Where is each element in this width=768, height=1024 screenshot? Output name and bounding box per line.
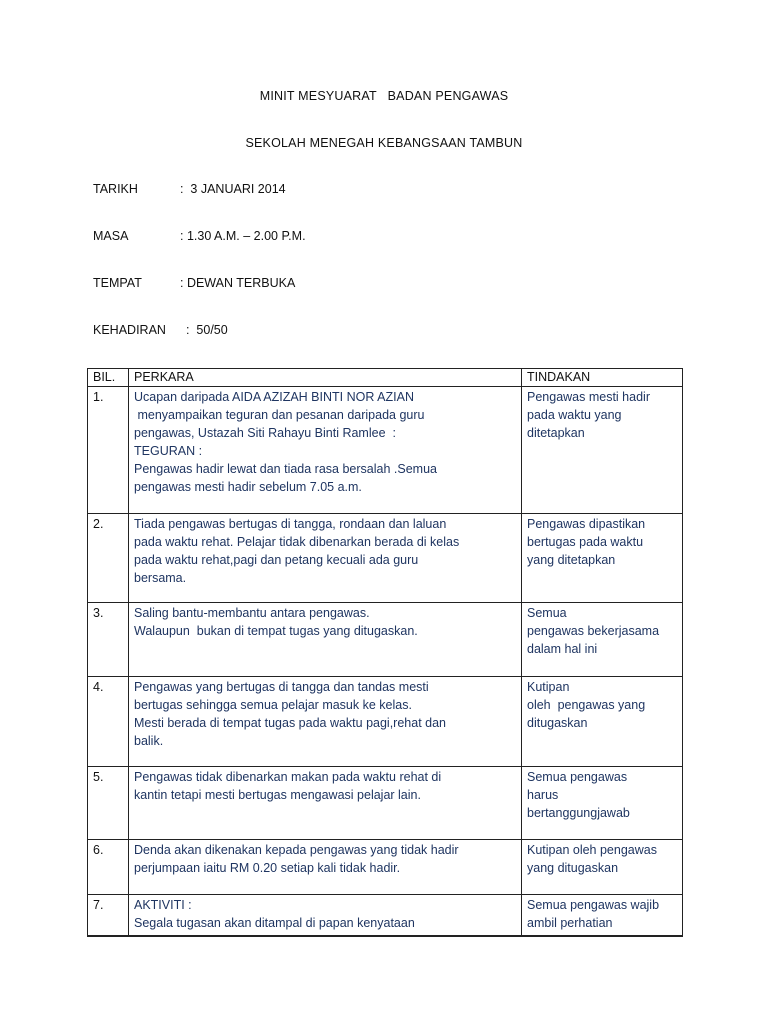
- school-name: SEKOLAH MENEGAH KEBANGSAAN TAMBUN: [245, 136, 523, 150]
- kehadiran-value: : 50/50: [186, 323, 228, 337]
- perkara-line: bertugas sehingga semua pelajar masuk ke kelas.: [134, 698, 412, 712]
- table-row: [88, 387, 683, 514]
- tindakan-line: ambil perhatian: [527, 916, 613, 930]
- tarikh-label: TARIKH: [93, 182, 138, 196]
- perkara-line: Pengawas hadir lewat dan tiada rasa bersalah .Semua: [134, 462, 437, 476]
- tindakan-line: yang ditetapkan: [527, 553, 616, 567]
- row-perkara: [129, 895, 522, 937]
- masa-value: : 1.30 A.M. – 2.00 P.M.: [180, 229, 306, 243]
- perkara-line: kantin tetapi mesti bertugas mengawasi pelajar lain.: [134, 788, 421, 802]
- perkara-line: pengawas, Ustazah Siti Rahayu Binti Ramlee :: [134, 426, 396, 440]
- row-perkara: [129, 514, 522, 603]
- tindakan-line: Kutipan oleh pengawas: [527, 843, 657, 857]
- row-tindakan: [522, 603, 683, 677]
- row-tindakan: [522, 840, 683, 895]
- row-number: 6.: [88, 840, 129, 895]
- row-tindakan: [522, 514, 683, 603]
- row-number: 3.: [88, 603, 129, 677]
- perkara-line: Pengawas yang bertugas di tangga dan tandas mesti: [134, 680, 429, 694]
- table-row: [88, 840, 683, 895]
- tempat-value: : DEWAN TERBUKA: [180, 276, 296, 290]
- tindakan-line: Pengawas dipastikan: [527, 517, 646, 531]
- row-number: 1.: [88, 387, 129, 514]
- table-row: [88, 514, 683, 603]
- tindakan-line: harus: [527, 788, 559, 802]
- row-tindakan: [522, 895, 683, 937]
- perkara-line: Tiada pengawas bertugas di tangga, rondaan dan laluan: [134, 517, 447, 531]
- perkara-line: perjumpaan iaitu RM 0.20 setiap kali tidak hadir.: [134, 861, 401, 875]
- minutes-table: [87, 368, 683, 937]
- perkara-line: AKTIVITI :: [134, 898, 192, 912]
- row-tindakan: [522, 677, 683, 767]
- tindakan-line: dalam hal ini: [527, 642, 598, 656]
- row-perkara: [129, 840, 522, 895]
- header-bil: BIL.: [88, 369, 129, 387]
- perkara-line: Pengawas tidak dibenarkan makan pada waktu rehat di: [134, 770, 442, 784]
- perkara-line: balik.: [134, 734, 164, 748]
- row-number: 2.: [88, 514, 129, 603]
- row-number: 7.: [88, 895, 129, 937]
- row-number: 5.: [88, 767, 129, 840]
- perkara-line: menyampaikan teguran dan pesanan daripada guru: [134, 408, 425, 422]
- tindakan-line: Semua pengawas: [527, 770, 628, 784]
- tindakan-line: bertugas pada waktu: [527, 535, 644, 549]
- tindakan-line: ditetapkan: [527, 426, 585, 440]
- tindakan-line: ditugaskan: [527, 716, 588, 730]
- tindakan-line: Pengawas mesti hadir: [527, 390, 650, 404]
- perkara-line: Mesti berada di tempat tugas pada waktu pagi,rehat dan: [134, 716, 447, 730]
- header-tindakan: TINDAKAN: [522, 369, 683, 387]
- perkara-line: TEGURAN :: [134, 444, 203, 458]
- perkara-line: pada waktu rehat. Pelajar tidak dibenarkan berada di kelas: [134, 535, 460, 549]
- tindakan-line: Kutipan: [527, 680, 570, 694]
- row-tindakan: [522, 767, 683, 840]
- table-row: [88, 603, 683, 677]
- tindakan-line: oleh pengawas yang: [527, 698, 646, 712]
- document-title: MINIT MESYUARAT BADAN PENGAWAS: [259, 89, 509, 103]
- table-row: [88, 767, 683, 840]
- table-row: [88, 895, 683, 937]
- header-perkara: PERKARA: [129, 369, 522, 387]
- row-perkara: [129, 677, 522, 767]
- perkara-line: Walaupun bukan di tempat tugas yang ditugaskan.: [134, 624, 418, 638]
- row-perkara: [129, 603, 522, 677]
- perkara-line: Segala tugasan akan ditampal di papan kenyataan: [134, 916, 415, 930]
- tindakan-line: bertanggungjawab: [527, 806, 630, 820]
- row-number: 4.: [88, 677, 129, 767]
- tindakan-line: yang ditugaskan: [527, 861, 619, 875]
- tindakan-line: pengawas bekerjasama: [527, 624, 660, 638]
- perkara-line: Denda akan dikenakan kepada pengawas yang tidak hadir: [134, 843, 459, 857]
- perkara-line: bersama.: [134, 571, 187, 585]
- table-row: [88, 677, 683, 767]
- masa-label: MASA: [93, 229, 129, 243]
- tindakan-line: Semua: [527, 606, 567, 620]
- tarikh-value: : 3 JANUARI 2014: [180, 182, 286, 196]
- kehadiran-label: KEHADIRAN: [93, 323, 166, 337]
- tindakan-line: pada waktu yang: [527, 408, 622, 422]
- row-perkara: [129, 387, 522, 514]
- table-header-row: [88, 369, 683, 387]
- tindakan-line: Semua pengawas wajib: [527, 898, 660, 912]
- perkara-line: Ucapan daripada AIDA AZIZAH BINTI NOR AZIAN: [134, 390, 414, 404]
- row-perkara: [129, 767, 522, 840]
- perkara-line: Saling bantu-membantu antara pengawas.: [134, 606, 370, 620]
- row-tindakan: [522, 387, 683, 514]
- perkara-line: pengawas mesti hadir sebelum 7.05 a.m.: [134, 480, 362, 494]
- perkara-line: pada waktu rehat,pagi dan petang kecuali ada guru: [134, 553, 419, 567]
- tempat-label: TEMPAT: [93, 276, 142, 290]
